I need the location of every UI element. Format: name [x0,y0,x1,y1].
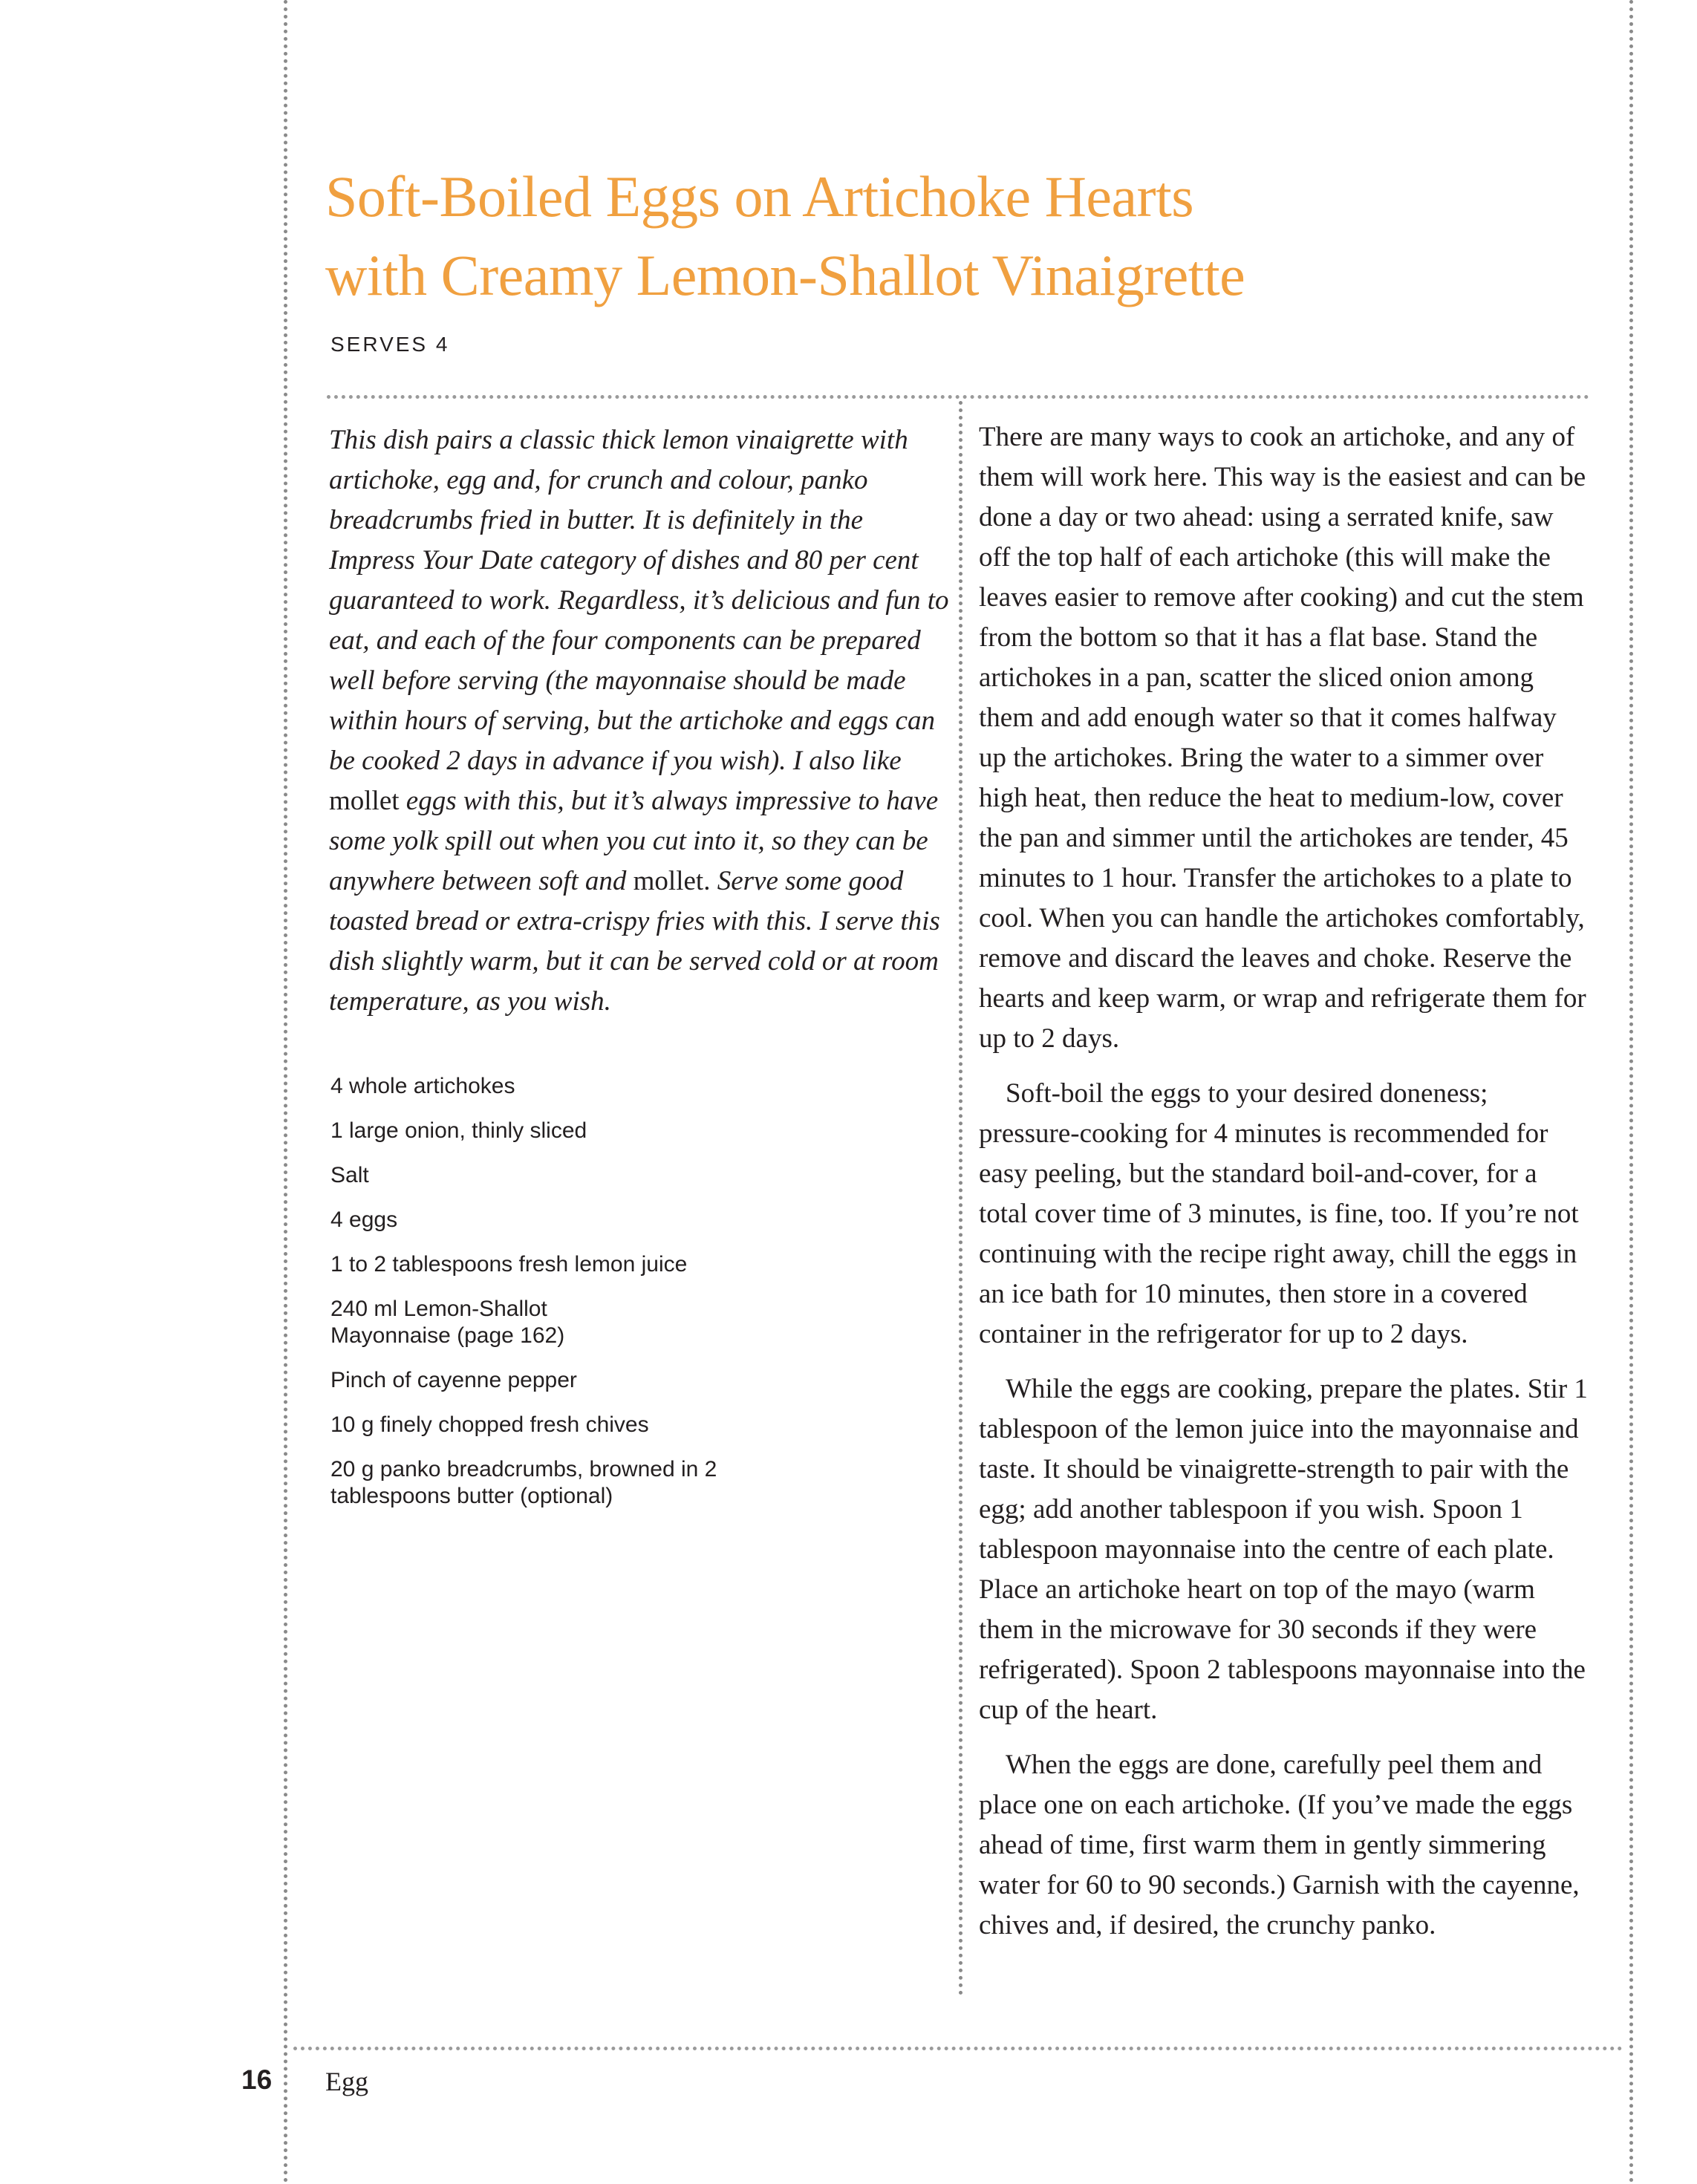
ingredient-item: 1 large onion, thinly sliced [330,1118,587,1143]
recipe-title-line-2: with Creamy Lemon-Shallot Vinaigrette [325,243,1245,307]
ingredient-item: 1 to 2 tablespoons fresh lemon juice [330,1252,688,1277]
ingredient-item: 240 ml Lemon-Shallot Mayonnaise (page 162) [330,1297,565,1348]
recipe-title [325,157,1588,315]
ingredients-list [330,1073,850,1528]
method-step-3: While the eggs are cooking, prepare the plates. Stir 1 tablespoon of the lemon juice into the mayonnaise and taste. It should be vinaigrette-strength to pair with the egg; add another tablespoon if you wish. Spoon 1 tablespoon mayonnaise into the centre of each plate. Place an artichoke heart on top of the mayo (warm them in the microwave for 30 seconds if they were refrigerated). Spoon 2 tablespoons mayonnaise into the cup of the heart. [979,1374,1588,1725]
intro-term-mollet-1: mollet [329,786,400,816]
header-dotted-rule [327,395,1589,399]
ingredient-item: 10 g finely chopped fresh chives [330,1412,649,1437]
column-divider-dotted-rule [959,401,962,1996]
intro-text-3: Serve some good toasted bread or extra-crispy fries with this. I serve this dish slightly warm, but it can be served cold or at room temperature, as you wish. [329,866,940,1017]
ingredient-item: Pinch of cayenne pepper [330,1368,577,1392]
right-margin-dotted-rule [1629,0,1633,2184]
intro-text-2: eggs with this, but it’s always impressive to have some yolk spill out when you cut into it, so they can be anywhere between soft and [329,786,939,896]
ingredient-item: 4 eggs [330,1207,398,1232]
method-step-1: There are many ways to cook an artichoke, and any of them will work here. This way is the easiest and can be done a day or two ahead: using a serrated knife, saw off the top half of each artichoke (this will make the leaves easier to remove after cooking) and cut the stem from the bottom so that it has a flat base. Stand the artichokes in a pan, scatter the sliced onion among them and add enough water so that it comes halfway up the artichokes. Bring the water to a simmer over high heat, then reduce the heat to medium-low, cover the pan and simmer until the artichokes are tender, 45 minutes to 1 hour. Transfer the artichokes to a plate to cool. When you can handle the artichokes comfortably, remove and discard the leaves and choke. Reserve the hearts and keep warm, or wrap and refrigerate them for up to 2 days. [979,422,1586,1054]
method-step-4: When the eggs are done, carefully peel them and place one on each artichoke. (If you’ve made the eggs ahead of time, first warm them in gently simmering water for 60 to 90 seconds.) Garnish with the cayenne, chives and, if desired, the crunchy panko. [979,1750,1580,1940]
ingredient-item: 4 whole artichokes [330,1074,515,1098]
intro-text-1: This dish pairs a classic thick lemon vinaigrette with artichoke, egg and, for crunch and colour, panko breadcrumbs fried in butter. It is definitely in the Impress Your Date category of dishes and 80 per cent guaranteed to work. Regardless, it’s delicious and fun to eat, and each of the four components can be prepared well before serving (the mayonnaise should be made within hours of serving, but the artichoke and eggs can be cooked 2 days in advance if you wish). I also like [329,425,949,776]
ingredient-item: 20 g panko breadcrumbs, browned in 2 tablespoons butter (optional) [330,1457,717,1508]
section-name: Egg [325,2067,368,2096]
method-step-2: Soft-boil the eggs to your desired doneness; pressure-cooking for 4 minutes is recommended for easy peeling, but the standard boil-and-cover, for a total cover time of 3 minutes, is fine, too. If you’re not continuing with the recipe right away, chill the eggs in an ice bath for 10 minutes, then store in a covered container in the refrigerator for up to 2 days. [979,1078,1579,1349]
serves-label: SERVES 4 [330,333,450,356]
footer-dotted-rule [293,2047,1623,2050]
ingredient-item: Salt [330,1163,369,1187]
recipe-title-line-1: Soft-Boiled Eggs on Artichoke Hearts [325,164,1194,229]
page-number: 16 [241,2064,273,2095]
method-steps [979,417,1588,1960]
recipe-intro [329,420,953,1022]
intro-term-mollet-2: mollet. [633,866,711,896]
left-margin-dotted-rule [284,0,287,2184]
